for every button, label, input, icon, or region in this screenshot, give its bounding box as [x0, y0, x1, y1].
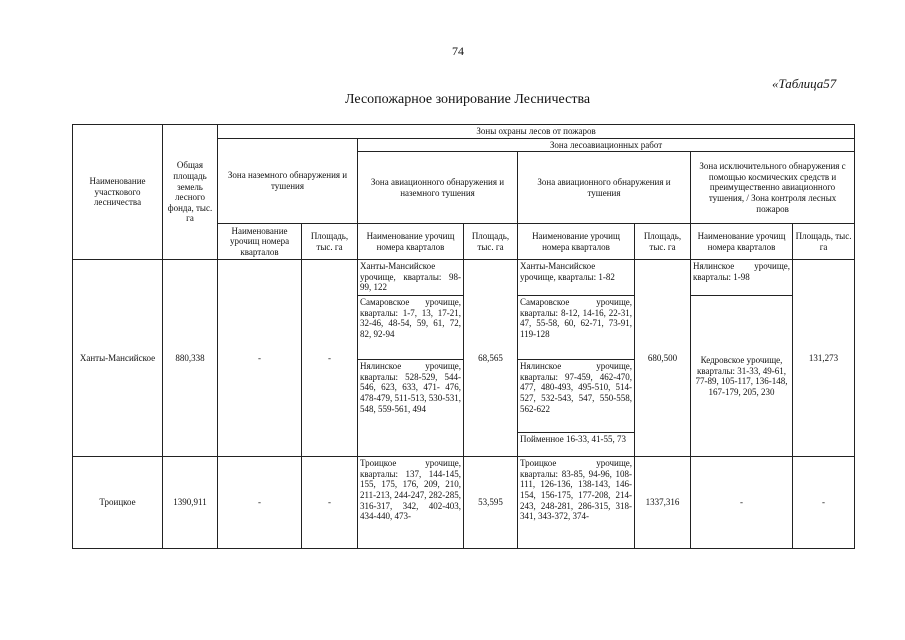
- avia-ground-area-value: 68,565: [464, 260, 518, 457]
- exclusive-tract-cell: Нялинское урочище, кварталы: 1-98: [691, 260, 793, 296]
- header-aviation-ground-zone: Зона авиационного обнаружения и наземного тушения: [358, 152, 518, 224]
- avia-tract-cell: Самаровское урочище, кварталы: 8-12, 14-16, 22-31, 47, 55-58, 60, 62-71, 73-91, 119-128: [518, 296, 635, 360]
- avia-ground-area-value: 53,595: [464, 457, 518, 549]
- avia-ground-tract-cell: Ханты-Мансийское урочище, кварталы: 98-99, 122: [358, 260, 464, 296]
- total-area-value: 1390,911: [163, 457, 218, 549]
- forestry-name: Ханты-Мансийское: [73, 260, 163, 457]
- exclusive-tract-cell: Кедровское урочище, кварталы: 31-33, 49-61, 77-89, 105-117, 136-148, 167-179, 205, 230: [691, 296, 793, 457]
- ground-area-value: -: [302, 260, 358, 457]
- exclusive-area-value: 131,273: [793, 260, 855, 457]
- exclusive-area-value: -: [793, 457, 855, 549]
- header-protection-zones: Зоны охраны лесов от пожаров: [218, 125, 855, 139]
- avia-area-value: 680,500: [635, 260, 691, 457]
- subheader-area: Площадь, тыс. га: [464, 224, 518, 260]
- table-row: [73, 260, 855, 296]
- subheader-area: Площадь, тыс. га: [302, 224, 358, 260]
- avia-tract-cell: Нялинское урочище, кварталы: 97-459, 462-470, 477, 480-493, 495-510, 514-527, 532-543, 547, 550-558, 562-622: [518, 360, 635, 433]
- header-total-area: Общая площадь земель лесного фонда, тыс. га: [163, 125, 218, 260]
- header-ground-zone: Зона наземного обнаружения и тушения: [218, 138, 358, 224]
- avia-tract-cell: Троицкое урочище, кварталы: 83-85, 94-96, 108-111, 126-136, 138-143, 146-154, 156-175, 177-208, 214-243, 248-281, 286-315, 318-341, 343-372, 374-: [518, 457, 635, 549]
- header-aviation-zone: Зона авиационного обнаружения и тушения: [518, 152, 691, 224]
- page-number: 74: [452, 44, 464, 58]
- avia-ground-tract-cell: Самаровское урочище, кварталы: 1-7, 13, 17-21, 32-46, 48-54, 59, 61, 72, 82, 92-94: [358, 296, 464, 360]
- subheader-tract-name: Наименование урочищ номера кварталов: [358, 224, 464, 260]
- ground-tracts-value: -: [218, 457, 302, 549]
- avia-tract-cell: Пойменное 16-33, 41-55, 73: [518, 433, 635, 457]
- avia-ground-tract-cell: Нялинское урочище, кварталы: 528-529, 544-546, 623, 633, 471- 476, 478-479, 511-513, 530-531, 548, 559-561, 494: [358, 360, 464, 457]
- header-row-1: [73, 125, 855, 139]
- forestry-name: Троицкое: [73, 457, 163, 549]
- subheader-area: Площадь, тыс. га: [793, 224, 855, 260]
- ground-area-value: -: [302, 457, 358, 549]
- subheader-tract-name: Наименование урочищ номера кварталов: [518, 224, 635, 260]
- header-exclusive-zone: Зона исключительного обнаружения с помощью космических средств и преимущественно авиационного тушения, / Зона контроля лесных пожаров: [691, 152, 855, 224]
- table-label: «Таблица57: [772, 76, 837, 91]
- header-forestry: Наименование участкового лесничества: [73, 125, 163, 260]
- table-row: [73, 457, 855, 549]
- subheader-tract-name: Наименование урочищ номера кварталов: [691, 224, 793, 260]
- total-area-value: 880,338: [163, 260, 218, 457]
- subheader-tract-name: Наименование урочищ номера кварталов: [218, 224, 302, 260]
- avia-area-value: 1337,316: [635, 457, 691, 549]
- fire-zoning-table: [72, 124, 855, 549]
- avia-tract-cell: Ханты-Мансийское урочище, кварталы: 1-82: [518, 260, 635, 296]
- avia-ground-tract-cell: Троицкое урочище, кварталы: 137, 144-145, 155, 175, 176, 209, 210, 211-213, 244-247, 282-285, 316-317, 342, 402-403, 434-440, 473-: [358, 457, 464, 549]
- subheader-area: Площадь, тыс. га: [635, 224, 691, 260]
- ground-tracts-value: -: [218, 260, 302, 457]
- exclusive-tract-cell: -: [691, 457, 793, 549]
- header-forest-aviation-zone: Зона лесоавиационных работ: [358, 138, 855, 152]
- document-title: Лесопожарное зонирование Лесничества: [345, 92, 591, 107]
